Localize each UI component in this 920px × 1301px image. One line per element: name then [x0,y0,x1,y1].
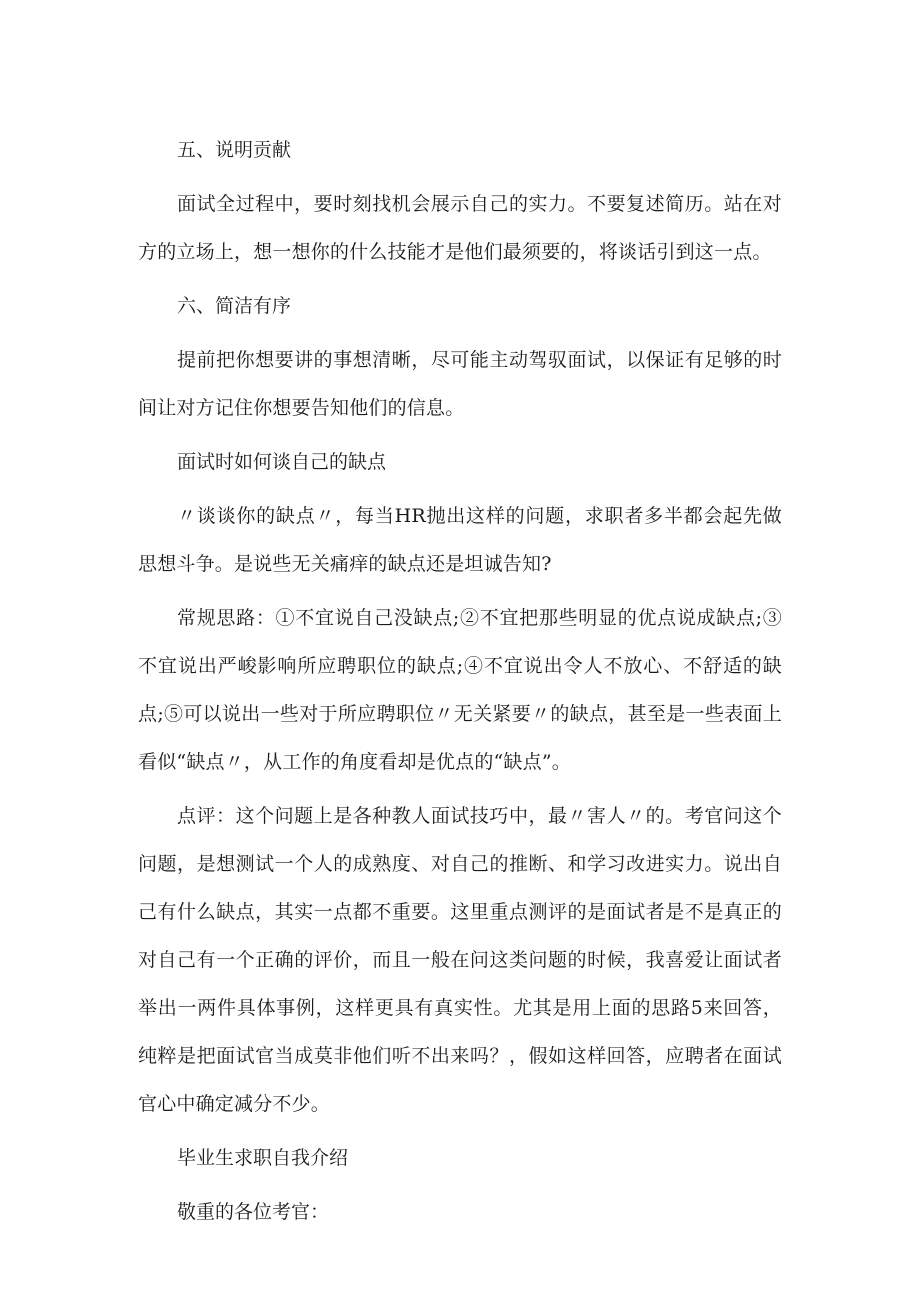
section-heading-self-intro: 毕业生求职自我介绍 [177,1147,349,1169]
paragraph-concise: 提前把你想要讲的事想清晰，尽可能主动驾驭面试，以保证有足够的时间让对方记住你想要告知他们的信息。 [138,349,782,419]
paragraph-weakness-intro: 〃谈谈你的缺点〃，每当HR抛出这样的问题，求职者多半都会起先做思想斗争。是说些无关痛痒的缺点还是坦诚告知? [138,505,782,575]
paragraph-weakness-approach: 常规思路：①不宜说自己没缺点;②不宜把那些明显的优点说成缺点;③不宜说出严峻影响所应聘职位的缺点;④不宜说出令人不放心、不舒适的缺点;⑤可以说出一些对于所应聘职位〃无关紧要〃的缺点，甚至是一些表面上看似“缺点〃，从工作的角度看却是优点的“缺点”。 [138,607,782,773]
paragraph-weakness-comment: 点评：这个问题上是各种教人面试技巧中，最〃害人〃的。考官问这个问题，是想测试一个人的成熟度、对自己的推断、和学习改进实力。说出自己有什么缺点，其实一点都不重要。这里重点测评的是面试者是不是真正的对自己有一个正确的评价，而且一般在问这类问题的时候，我喜爱让面试者举出一两件具体事例，这样更具有真实性。尤其是用上面的思路5来回答，纯粹是把面试官当成莫非他们听不出来吗？，假如这样回答，应聘者在面试官心中确定减分不少。 [138,805,782,1115]
section-heading-contribution: 五、说明贡献 [177,139,292,161]
section-heading-concise: 六、简洁有序 [177,295,292,317]
section-heading-weakness: 面试时如何谈自己的缺点 [177,451,387,473]
salutation: 敬重的各位考官： [177,1201,330,1223]
paragraph-contribution: 面试全过程中，要时刻找机会展示自己的实力。不要复述简历。站在对方的立场上，想一想你的什么技能才是他们最须要的，将谈话引到这一点。 [138,193,782,263]
